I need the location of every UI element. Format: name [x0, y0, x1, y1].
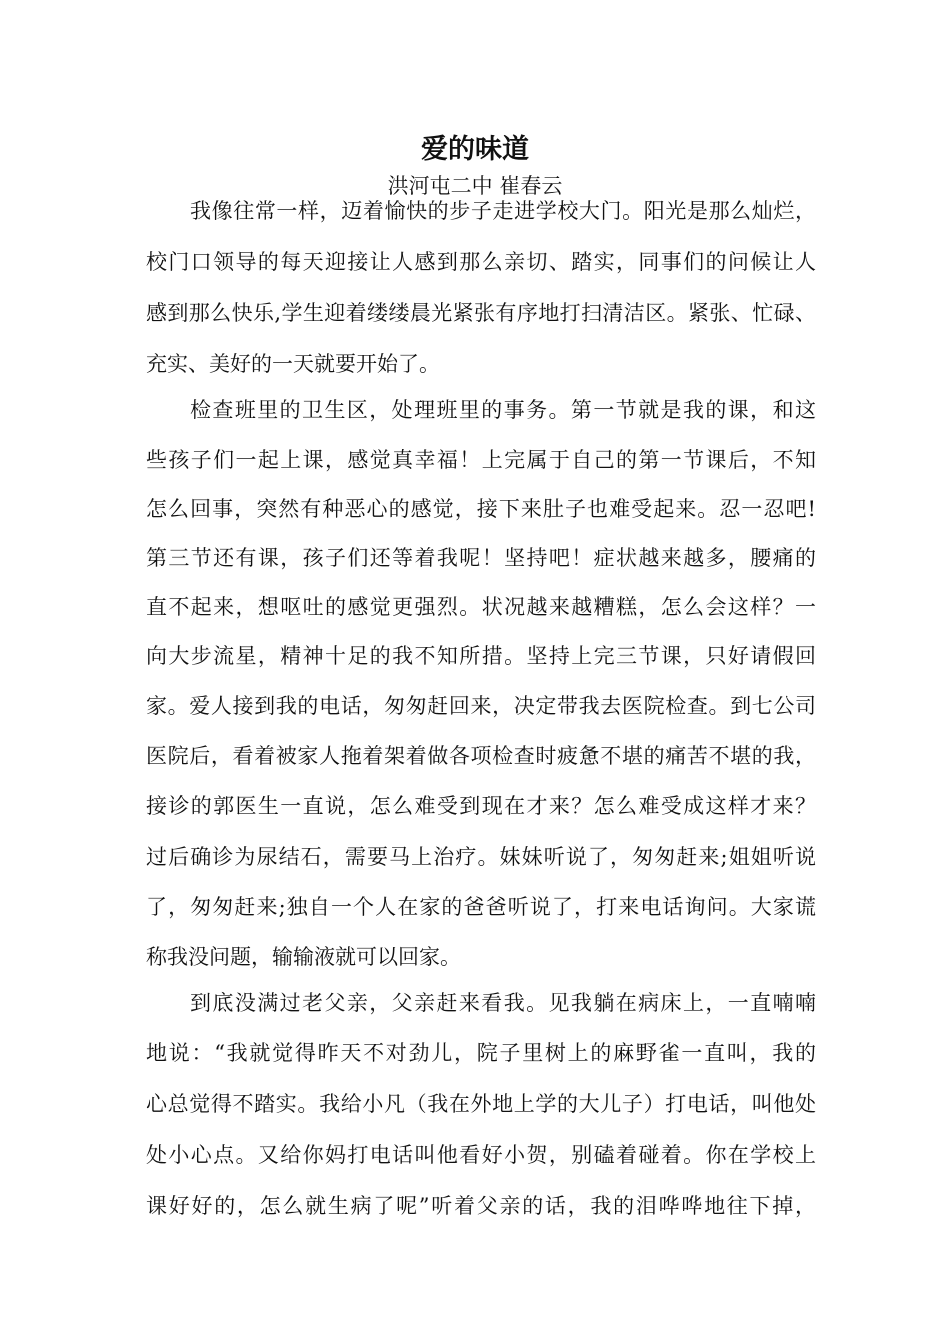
paragraph-line: 处小心点。又给你妈打电话叫他看好小贺，别磕着碰着。你在学校上 — [146, 1143, 816, 1167]
paragraph-line: 家。爱人接到我的电话，匆匆赶回来，决定带我去医院检查。到七公司 — [146, 694, 816, 718]
paragraph-line: 些孩子们一起上课，感觉真幸福！上完属于自己的第一节课后，不知 — [146, 448, 816, 472]
paragraph-line: 我像往常一样，迈着愉快的步子走进学校大门。阳光是那么灿烂， — [190, 199, 816, 223]
paragraph-line: 心总觉得不踏实。我给小凡（我在外地上学的大儿子）打电话，叫他处 — [146, 1092, 816, 1116]
document-title: 爱的味道 — [421, 134, 529, 165]
paragraph-line: 校门口领导的每天迎接让人感到那么亲切、踏实，同事们的问候让人 — [146, 250, 816, 274]
paragraph-line: 课好好的，怎么就生病了呢”听着父亲的话，我的泪哗哗地往下掉， — [146, 1194, 816, 1218]
paragraph-line: 了，匆匆赶来;独自一个人在家的爸爸听说了，打来电话询问。大家谎 — [146, 895, 816, 919]
paragraph-line: 接诊的郭医生一直说，怎么难受到现在才来？怎么难受成这样才来？ — [146, 794, 816, 818]
paragraph-line: 直不起来，想呕吐的感觉更强烈。状况越来越糟糕，怎么会这样？一 — [146, 595, 816, 619]
paragraph-line: 第三节还有课，孩子们还等着我呢！坚持吧！症状越来越多，腰痛的 — [146, 546, 816, 570]
author-byline: 洪河屯二中 崔春云 — [387, 174, 563, 198]
paragraph-line: 怎么回事，突然有种恶心的感觉，接下来肚子也难受起来。忍一忍吧! — [146, 497, 816, 521]
paragraph-line: 医院后，看着被家人拖着架着做各项检查时疲惫不堪的痛苦不堪的我， — [146, 744, 816, 768]
paragraph-line: 称我没问题，输输液就可以回家。 — [146, 945, 461, 969]
paragraph-line: 检查班里的卫生区，处理班里的事务。第一节就是我的课，和这 — [190, 398, 816, 422]
paragraph-line: 感到那么快乐,学生迎着缕缕晨光紧张有序地打扫清洁区。紧张、忙碌、 — [146, 301, 816, 325]
paragraph-line: 到底没满过老父亲，父亲赶来看我。见我躺在病床上，一直喃喃 — [190, 991, 816, 1015]
paragraph-line: 充实、美好的一天就要开始了。 — [146, 352, 440, 376]
paragraph-line: 向大步流星，精神十足的我不知所措。坚持上完三节课，只好请假回 — [146, 644, 816, 668]
paragraph-line: 地说：“我就觉得昨天不对劲儿，院子里树上的麻野雀一直叫，我的 — [146, 1041, 816, 1065]
paragraph-line: 过后确诊为尿结石，需要马上治疗。妹妹听说了，匆匆赶来;姐姐听说 — [146, 845, 816, 869]
